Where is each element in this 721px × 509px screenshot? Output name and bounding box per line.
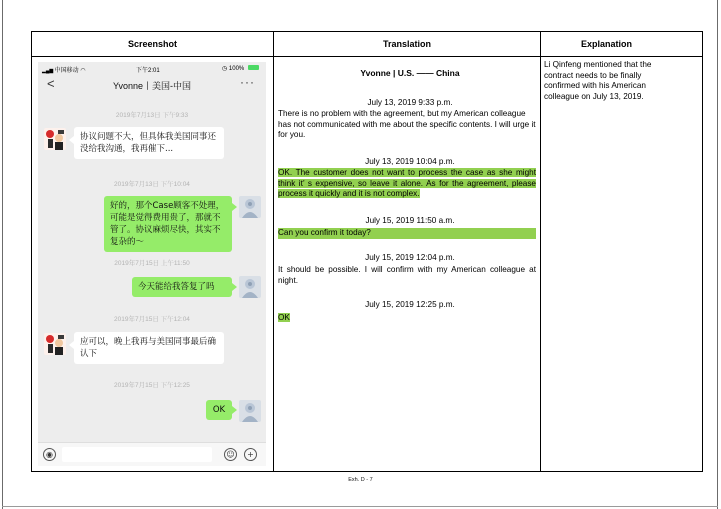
translation-timestamp: July 15, 2019 11:50 a.m. — [365, 216, 455, 225]
clock: 下午2:01 — [136, 68, 160, 74]
status-bar — [38, 62, 266, 74]
chat-bubble: OK — [206, 400, 232, 420]
more-icon[interactable]: ··· — [240, 75, 255, 89]
battery-icon — [248, 65, 259, 70]
voice-icon[interactable]: ◉ — [43, 448, 56, 461]
message-timestamp: 2019年7月13日 下午9:33 — [115, 112, 189, 119]
translation-text: It should be possible. I will confirm with my American colleague at night. — [278, 265, 536, 285]
message-timestamp: 2019年7月15日 下午12:25 — [114, 382, 190, 389]
message-timestamp: 2019年7月15日 下午12:04 — [114, 316, 190, 323]
emoji-icon[interactable]: ☺ — [224, 448, 237, 461]
chat-input-bar — [38, 442, 266, 466]
avatar — [239, 276, 261, 298]
chat-title: Yvonne丨美国-中国 — [112, 81, 192, 91]
explanation-text: Li Qinfeng mentioned that the contract needs to be finally confirmed with his American colleague on July 13, 2019. — [544, 60, 652, 101]
chat-bubble: 应可以，晚上我再与美国同事最后确认下 — [74, 332, 224, 364]
translation-timestamp: July 15, 2019 12:04 p.m. — [365, 253, 455, 262]
page-bottom-edge — [2, 506, 718, 507]
chat-bubble: 今天能给我答复了吗 — [132, 277, 232, 297]
avatar — [239, 196, 261, 218]
message-timestamp: 2019年7月13日 下午10:04 — [114, 181, 190, 188]
column-divider — [273, 32, 274, 471]
avatar — [44, 128, 66, 150]
translation-text: Can you confirm it today? — [278, 228, 536, 239]
header-explanation: Explanation — [580, 39, 632, 49]
avatar — [44, 333, 66, 355]
chat-screenshot — [38, 62, 266, 466]
translation-title: Yvonne | U.S. —— China — [360, 68, 460, 78]
exhibit-table — [31, 31, 703, 472]
translation-text: There is no problem with the agreement, but my American colleague has not communicated with me about the specific contents. I will urge it for you. — [278, 109, 536, 139]
translation-timestamp: July 13, 2019 10:04 p.m. — [365, 157, 455, 166]
chat-bubble: 好的，那个Case顾客不处理，可能是觉得费用贵了，那就不管了。协议麻烦尽快，其实不复杂的～ — [104, 196, 232, 252]
header-screenshot: Screenshot — [127, 39, 178, 49]
signal-carrier: ▂▄▆ 中国移动 ◠ — [42, 68, 86, 74]
column-divider — [540, 32, 541, 471]
exhibit-label: Exh. D - 7 — [348, 477, 373, 483]
header-translation: Translation — [382, 39, 431, 49]
translation-timestamp: July 13, 2019 9:33 p.m. — [367, 98, 453, 107]
table-header-row — [32, 32, 702, 57]
page-left-edge — [2, 0, 3, 509]
translation-timestamp: July 15, 2019 12:25 p.m. — [365, 300, 455, 309]
chat-nav-bar — [38, 74, 266, 96]
message-input[interactable] — [62, 447, 212, 462]
message-timestamp: 2019年7月15日 上午11:50 — [114, 260, 190, 267]
plus-icon[interactable]: + — [244, 448, 257, 461]
translation-text: OK — [278, 313, 290, 322]
back-icon[interactable]: < — [47, 76, 55, 91]
chat-bubble: 协议问题不大，但具体我美国同事还没给我沟通，我再催下... — [74, 127, 224, 159]
avatar — [239, 400, 261, 422]
battery-percent: ◷ 100% — [222, 66, 245, 72]
page-right-edge — [717, 0, 718, 509]
translation-text: OK. The customer does not want to process the case as she might think it’ s expensive, so leave it alone. As for the agreement, please process it quickly and it is not complex. — [278, 168, 536, 198]
